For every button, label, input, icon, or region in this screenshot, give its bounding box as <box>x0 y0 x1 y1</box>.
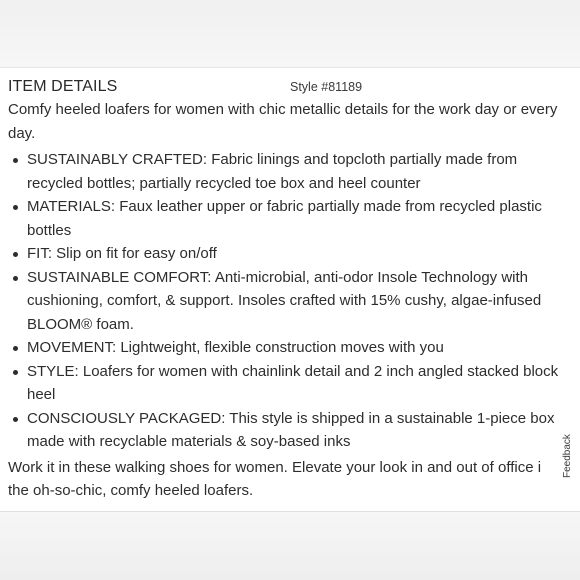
bottom-background <box>0 512 580 580</box>
feature-style <box>8 360 568 407</box>
bullet-icon <box>13 276 18 281</box>
intro-text: Comfy heeled loafers for women with chic metallic details for the work day or every day. <box>8 101 558 142</box>
bullet-icon <box>13 417 18 422</box>
feature-movement <box>8 336 568 360</box>
item-details-title: ITEM DETAILS <box>8 78 118 95</box>
feature-text: SUSTAINABLY CRAFTED: Fabric linings and topcloth partially made from recycled bottles; partially recycled toe box and heel counter <box>27 151 518 192</box>
outro-text: Work it in these walking shoes for women. Elevate your look in and out of office i the oh-so-chic, comfy heeled loafers. <box>8 458 542 499</box>
feature-text: SUSTAINABLE COMFORT: Anti-microbial, anti-odor Insole Technology with cushioning, comfort, & support. Insoles crafted with 15% cushy, algae-infused BLOOM® foam. <box>27 268 542 333</box>
bullet-icon <box>13 370 18 375</box>
feedback-button[interactable]: Feedback <box>562 434 573 478</box>
feature-text: STYLE: Loafers for women with chainlink detail and 2 inch angled stacked block heel <box>27 362 559 403</box>
item-details-header <box>8 78 568 100</box>
style-number: Style #81189 <box>290 80 363 94</box>
feature-text: MOVEMENT: Lightweight, flexible construction moves with you <box>27 339 444 356</box>
feature-sustainable-comfort <box>8 266 568 337</box>
item-details-panel <box>0 67 580 512</box>
feature-text: CONSCIOUSLY PACKAGED: This style is shipped in a sustainable 1-piece box made with recyclable materials & soy-based inks <box>27 409 555 450</box>
bullet-icon <box>13 205 18 210</box>
item-details-content <box>8 98 568 503</box>
feature-sustainably-crafted <box>8 148 568 195</box>
feature-materials <box>8 195 568 242</box>
feature-text: MATERIALS: Faux leather upper or fabric partially made from recycled plastic bottles <box>27 198 542 239</box>
feature-list <box>8 148 568 454</box>
feature-consciously-packaged <box>8 407 568 454</box>
feature-text: FIT: Slip on fit for easy on/off <box>27 245 217 262</box>
top-background <box>0 0 580 67</box>
feature-fit <box>8 242 568 266</box>
bullet-icon <box>13 252 18 257</box>
bullet-icon <box>13 346 18 351</box>
bullet-icon <box>13 158 18 163</box>
